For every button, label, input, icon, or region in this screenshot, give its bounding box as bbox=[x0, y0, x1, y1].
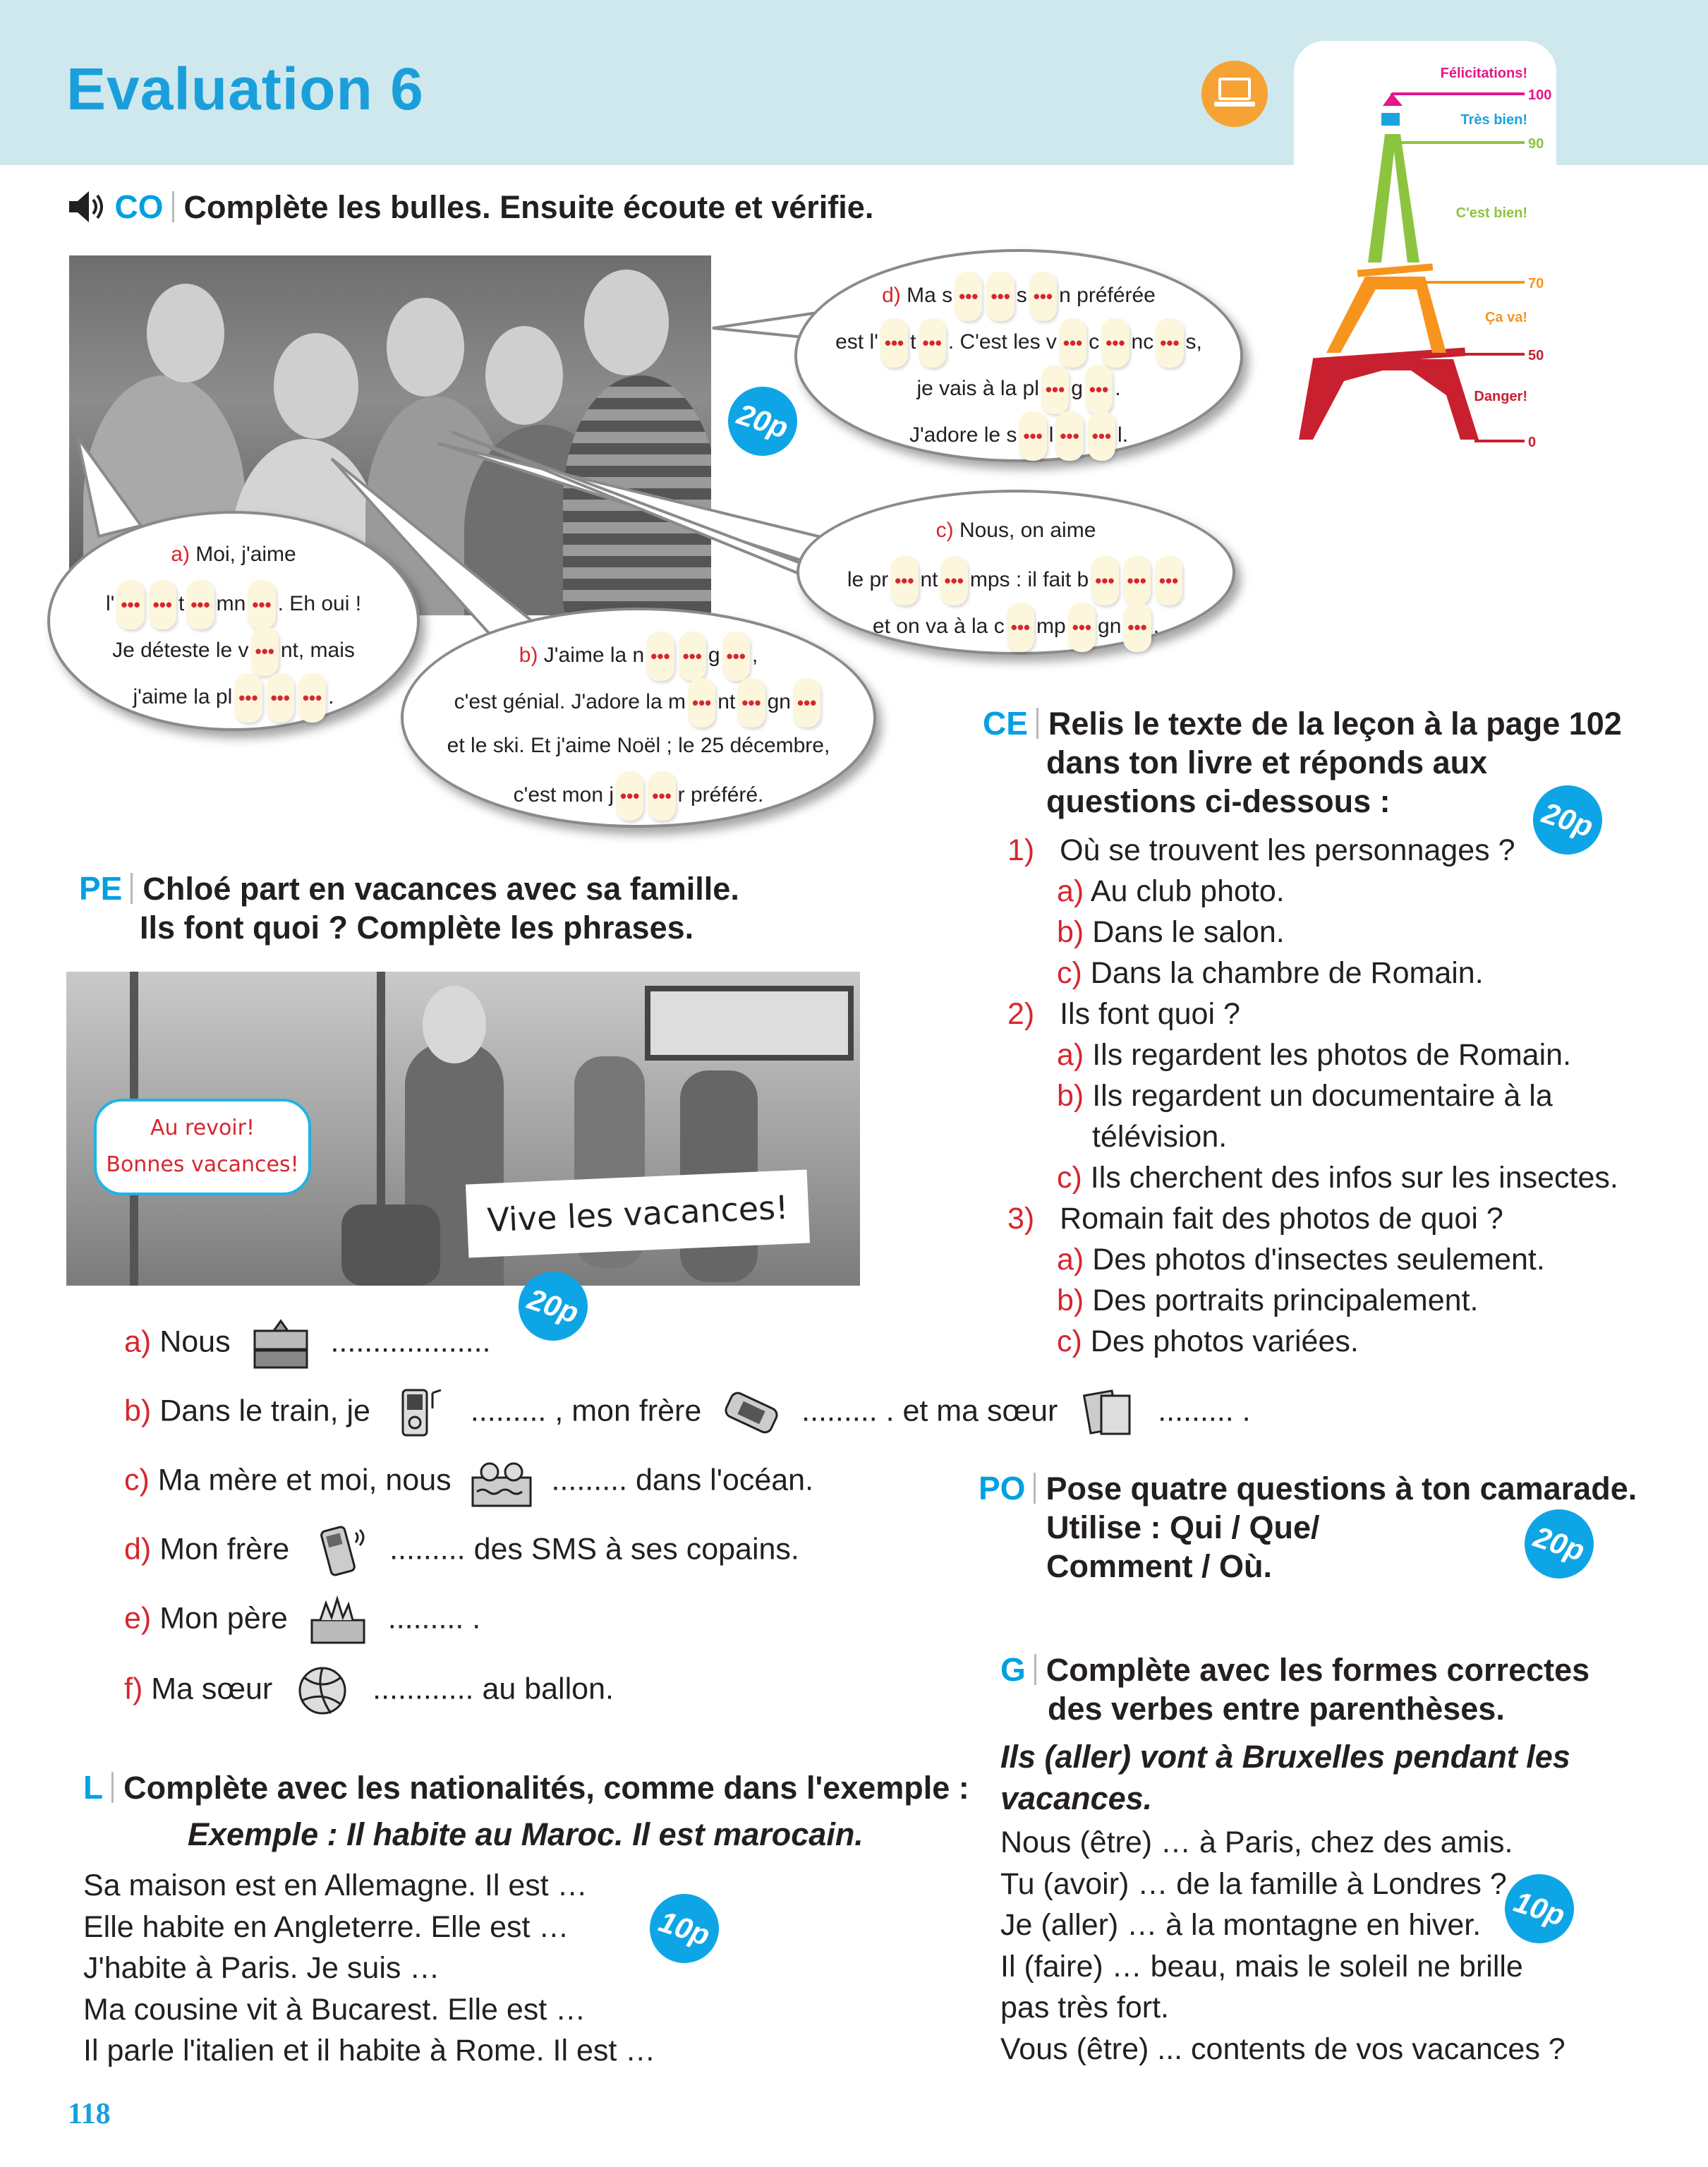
bubble-text: l' bbox=[105, 591, 115, 615]
exercise-line: pas très fort. bbox=[1000, 1991, 1169, 2024]
bubble-line bbox=[50, 580, 417, 629]
bubble-text: . Eh oui ! bbox=[277, 591, 362, 615]
bubble-text: Moi, j'aime bbox=[189, 543, 296, 566]
pe-item-e: e) Mon père ......... . bbox=[124, 1595, 480, 1646]
tick-label: 100 bbox=[1528, 87, 1552, 103]
answer-option-continued: télévision. bbox=[1092, 1120, 1228, 1154]
g-instruction-line: des verbes entre parenthèses. bbox=[1048, 1691, 1505, 1727]
mp3-player-icon bbox=[389, 1387, 452, 1438]
bubble-text: c bbox=[1089, 330, 1100, 354]
bubble-text: gn bbox=[1098, 614, 1122, 638]
letter-blank-input[interactable]: ••• bbox=[737, 678, 765, 728]
barbecue-icon bbox=[306, 1595, 370, 1646]
question: 1) Où se trouvent les personnages ? bbox=[1007, 833, 1515, 867]
exercise-line: Ma cousine vit à Bucarest. Elle est … bbox=[83, 1992, 586, 2027]
letter-blank-input[interactable]: ••• bbox=[248, 580, 275, 629]
tick-label: 90 bbox=[1528, 136, 1544, 152]
letter-blank-input[interactable]: ••• bbox=[1088, 411, 1115, 461]
bubble-line bbox=[797, 411, 1240, 461]
exercise-line: Tu (avoir) … de la famille à Londres ? bbox=[1000, 1866, 1507, 1901]
bubble-label: d) bbox=[882, 283, 901, 307]
letter-blank-input[interactable]: ••• bbox=[1101, 318, 1129, 368]
speech-text: Bonnes vacances! bbox=[106, 1152, 299, 1177]
bubble-text: g bbox=[708, 643, 720, 667]
letter-blank-input[interactable]: ••• bbox=[679, 632, 706, 681]
section-code: L bbox=[83, 1769, 104, 1806]
l-instruction: Complète avec les nationalités, comme dans l'exemple : bbox=[123, 1770, 969, 1806]
pe-item-b: b) Dans le train, je ......... , mon frère ......... . et ma sœur ......... . bbox=[124, 1387, 1251, 1438]
swimming-icon bbox=[470, 1456, 533, 1507]
l-heading bbox=[83, 1768, 969, 1807]
g-heading: G Complète avec les formes correctes bbox=[1000, 1651, 1590, 1688]
letter-blank-input[interactable]: ••• bbox=[1156, 318, 1183, 368]
level-label: C'est bien! bbox=[1455, 205, 1527, 221]
section-code: CO bbox=[114, 188, 164, 225]
bubble-text: . bbox=[1153, 614, 1160, 638]
bubble-text: j'aime la pl bbox=[133, 684, 233, 708]
letter-blank-input[interactable]: ••• bbox=[298, 673, 326, 723]
section-code: PE bbox=[79, 870, 123, 907]
bubble-text: nt bbox=[717, 689, 736, 713]
speech-bubble-farewell bbox=[94, 1099, 311, 1195]
letter-blank-input[interactable]: ••• bbox=[986, 272, 1014, 321]
bubble-text: est l' bbox=[835, 330, 878, 354]
l-lines bbox=[83, 1865, 655, 2072]
bubble-text: le pr bbox=[847, 567, 889, 591]
bubble-text: gn bbox=[767, 689, 791, 713]
bubble-line bbox=[404, 725, 873, 767]
letter-blank-input[interactable]: ••• bbox=[648, 771, 675, 821]
letter-blank-input[interactable]: ••• bbox=[116, 580, 144, 629]
speech-text: Au revoir! bbox=[150, 1116, 255, 1140]
bubble-text: mn bbox=[216, 591, 246, 615]
bubble-text: l bbox=[1048, 423, 1054, 447]
exercise-line: J'habite à Paris. Je suis … bbox=[83, 1951, 440, 1985]
answer-option[interactable]: c) Des photos variées. bbox=[1057, 1324, 1359, 1358]
exercise-line: Il (faire) … beau, mais le soleil ne brille bbox=[1000, 1949, 1523, 1984]
bubble-text: r préféré. bbox=[677, 783, 764, 807]
bubble-text: , bbox=[751, 643, 758, 667]
pe-item-f: f) Ma sœur ............ au ballon. bbox=[124, 1665, 614, 1716]
letter-blank-input[interactable]: ••• bbox=[1085, 365, 1113, 414]
bubble-text: c'est génial. J'adore la m bbox=[454, 689, 686, 713]
pe-instruction-2: Ils font quoi ? Complète les phrases. bbox=[140, 910, 694, 946]
section-code: PO bbox=[979, 1470, 1026, 1507]
level-label: Félicitations! bbox=[1440, 66, 1527, 81]
letter-blank-input[interactable]: ••• bbox=[793, 678, 820, 728]
bubble-text: je vais à la pl bbox=[916, 376, 1039, 400]
ball-icon bbox=[291, 1665, 354, 1716]
bubble-text: l. bbox=[1118, 423, 1129, 447]
speech-bubble-a bbox=[47, 511, 420, 731]
letter-blank-input[interactable]: ••• bbox=[955, 272, 982, 321]
exercise-line: Vous (être) ... contents de vos vacances ? bbox=[1000, 2032, 1565, 2066]
sign-vive-les-vacances: Vive les vacances! bbox=[466, 1169, 810, 1257]
letter-blank-input[interactable]: ••• bbox=[890, 556, 918, 605]
co-instruction: Complète les bulles. Ensuite écoute et vérifie. bbox=[183, 189, 874, 225]
po-instruction-line: Utilise : Qui / Que/ bbox=[1046, 1509, 1320, 1545]
pe-item-c: c) Ma mère et moi, nous ......... dans l'océan. bbox=[124, 1456, 813, 1507]
bubble-line bbox=[404, 771, 873, 821]
answer-option[interactable]: a) Au club photo. bbox=[1057, 874, 1285, 908]
tick-label: 50 bbox=[1528, 348, 1544, 363]
exercise-line: Sa maison est en Allemagne. Il est … bbox=[83, 1869, 588, 1902]
exercise-line: Elle habite en Angleterre. Elle est … bbox=[83, 1909, 569, 1944]
bubble-line bbox=[799, 509, 1232, 552]
letter-blank-input[interactable]: ••• bbox=[1029, 272, 1057, 321]
speech-bubble-d bbox=[794, 249, 1243, 462]
bubble-line bbox=[797, 318, 1240, 368]
tick-label: 0 bbox=[1528, 435, 1537, 450]
bubble-text: nt bbox=[920, 567, 938, 591]
answer-option[interactable]: a) Des photos d'insectes seulement. bbox=[1057, 1243, 1545, 1276]
mobile-phone-icon bbox=[308, 1526, 371, 1576]
level-label: Très bien! bbox=[1460, 112, 1527, 128]
letter-blank-input[interactable]: ••• bbox=[1059, 318, 1086, 368]
pe-item-d: d) Mon frère ......... des SMS à ses copains. bbox=[124, 1526, 799, 1576]
answer-option[interactable]: b) Des portraits principalement. bbox=[1057, 1284, 1479, 1317]
pe-instruction-1: Chloé part en vacances avec sa famille. bbox=[143, 871, 739, 907]
ce-heading: CE Relis le texte de la leçon à la page 102 bbox=[983, 705, 1622, 742]
bubble-text: t bbox=[178, 591, 185, 615]
bubble-line bbox=[50, 533, 417, 576]
bubble-text: J'aime la n bbox=[538, 643, 645, 667]
ce-instruction-line: dans ton livre et réponds aux bbox=[1046, 744, 1488, 780]
letter-blank-input[interactable]: ••• bbox=[1155, 556, 1182, 605]
bubble-text: et le ski. Et j'aime Noël ; le 25 décembre, bbox=[447, 734, 830, 757]
g-example: Ils (aller) vont à Bruxelles pendant les vacances. bbox=[1000, 1739, 1570, 1816]
pe-item-a: a) Nous ................... bbox=[124, 1318, 490, 1369]
bubble-text: g bbox=[1071, 376, 1083, 400]
bubble-text: nt, mais bbox=[280, 638, 355, 662]
po-heading: PO Pose quatre questions à ton camarade. bbox=[979, 1470, 1637, 1507]
points-badge: 10p bbox=[1496, 1865, 1582, 1952]
bubble-line bbox=[50, 673, 417, 723]
question: 2) Ils font quoi ? bbox=[1007, 997, 1240, 1031]
bubble-label: a) bbox=[171, 543, 190, 566]
exercise-line: Il parle l'italien et il habite à Rome. Il est … bbox=[83, 2034, 656, 2068]
letter-blank-input[interactable]: ••• bbox=[940, 556, 968, 605]
po-instruction-line: Comment / Où. bbox=[1046, 1548, 1273, 1584]
answer-option[interactable]: b) Ils regardent un documentaire à la bbox=[1057, 1079, 1553, 1113]
bubble-text: . bbox=[1115, 376, 1121, 400]
exercise-line: Je (aller) … à la montagne en hiver. bbox=[1000, 1908, 1482, 1942]
l-example: Exemple : Il habite au Maroc. Il est marocain. bbox=[188, 1816, 864, 1852]
bubble-text: Je déteste le v bbox=[112, 638, 249, 662]
answer-option[interactable]: b) Dans le salon. bbox=[1057, 915, 1285, 949]
bubble-line bbox=[50, 627, 417, 676]
letter-blank-input[interactable]: ••• bbox=[186, 580, 214, 629]
letter-blank-input[interactable]: ••• bbox=[1123, 556, 1151, 605]
bubble-label: b) bbox=[519, 643, 538, 667]
ce-questions bbox=[1007, 830, 1618, 1362]
page-number: 118 bbox=[68, 2098, 111, 2130]
letter-blank-input[interactable]: ••• bbox=[1041, 365, 1069, 414]
bubble-text: nc bbox=[1131, 330, 1154, 354]
letter-blank-input[interactable]: ••• bbox=[688, 678, 715, 728]
bubble-text: Nous, on aime bbox=[953, 519, 1096, 542]
bubble-text: Ma s bbox=[900, 283, 953, 307]
bubble-line bbox=[797, 365, 1240, 414]
exercise-line: Nous (être) … à Paris, chez des amis. bbox=[1000, 1825, 1513, 1859]
bubble-line bbox=[404, 678, 873, 728]
pe-heading bbox=[79, 869, 739, 908]
bubble-text: t bbox=[910, 330, 916, 354]
points-badge: 20p bbox=[509, 1262, 596, 1349]
tick-label: 70 bbox=[1528, 276, 1544, 291]
bubble-text: et on va à la c bbox=[872, 614, 1005, 638]
letter-blank-input[interactable]: ••• bbox=[722, 632, 750, 681]
question: 3) Romain fait des photos de quoi ? bbox=[1007, 1202, 1503, 1236]
bubble-text: mps : il fait b bbox=[969, 567, 1089, 591]
section-code: G bbox=[1000, 1651, 1026, 1688]
bubble-text: mp bbox=[1036, 614, 1066, 638]
letter-blank-input[interactable]: ••• bbox=[234, 673, 262, 723]
bubble-text: . C'est les v bbox=[947, 330, 1057, 354]
bubble-text: s bbox=[1016, 283, 1027, 307]
letter-blank-input[interactable]: ••• bbox=[880, 318, 908, 368]
page-title: Evaluation 6 bbox=[66, 56, 424, 122]
bubble-line bbox=[799, 556, 1232, 605]
speech-bubble-b bbox=[401, 608, 876, 828]
points-badge: 20p bbox=[719, 378, 806, 464]
section-code: CE bbox=[983, 705, 1028, 742]
points-badge: 20p bbox=[1524, 776, 1611, 863]
bubble-text: J'adore le s bbox=[909, 423, 1017, 447]
points-badge: 20p bbox=[1515, 1500, 1602, 1587]
bubble-text: . bbox=[328, 684, 334, 708]
bubble-line bbox=[797, 272, 1240, 321]
letter-blank-input[interactable]: ••• bbox=[251, 627, 279, 676]
letter-blank-input[interactable]: ••• bbox=[267, 673, 294, 723]
bubble-line bbox=[404, 632, 873, 681]
level-label: Danger! bbox=[1474, 389, 1527, 404]
points-badge: 10p bbox=[641, 1885, 727, 1972]
letter-blank-input[interactable]: ••• bbox=[149, 580, 176, 629]
bubble-label: c) bbox=[935, 519, 954, 542]
letter-blank-input[interactable]: ••• bbox=[646, 632, 674, 681]
magazines-icon bbox=[1076, 1387, 1139, 1438]
answer-option[interactable]: a) Ils regardent les photos de Romain. bbox=[1057, 1038, 1572, 1072]
g-lines bbox=[1000, 1822, 1565, 2070]
level-label: Ça va! bbox=[1484, 310, 1527, 325]
bubble-text: n préférée bbox=[1059, 283, 1156, 307]
letter-blank-input[interactable]: ••• bbox=[919, 318, 946, 368]
letter-blank-input[interactable]: ••• bbox=[1068, 603, 1096, 652]
bubble-text: c'est mon j bbox=[513, 783, 614, 807]
letter-blank-input[interactable]: ••• bbox=[1123, 603, 1151, 652]
train-station-icon bbox=[249, 1318, 313, 1369]
letter-blank-input[interactable]: ••• bbox=[1007, 603, 1034, 652]
ce-instruction-line: questions ci-dessous : bbox=[1046, 783, 1391, 819]
answer-option[interactable]: c) Ils cherchent des infos sur les insectes. bbox=[1057, 1161, 1618, 1195]
bubble-text: s, bbox=[1185, 330, 1202, 354]
game-console-icon bbox=[720, 1387, 783, 1438]
letter-blank-input[interactable]: ••• bbox=[1091, 556, 1118, 605]
answer-option[interactable]: c) Dans la chambre de Romain. bbox=[1057, 956, 1484, 990]
letter-blank-input[interactable]: ••• bbox=[1019, 411, 1046, 461]
letter-blank-input[interactable]: ••• bbox=[616, 771, 643, 821]
speech-bubble-c bbox=[797, 490, 1235, 655]
letter-blank-input[interactable]: ••• bbox=[1055, 411, 1083, 461]
